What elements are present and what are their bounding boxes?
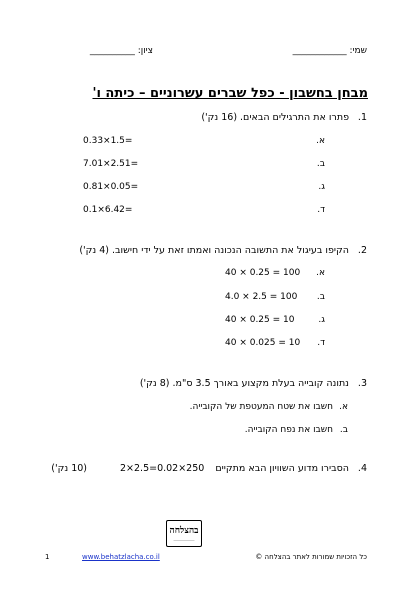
question-3-text: נתונה קובייה בעלת מקצוע באורך 3.5 ס"מ. (8 נק') <box>139 378 349 389</box>
question-4-equation: 2×2.5=0.02×250 <box>120 463 205 474</box>
q2-item-b-letter: ב. <box>316 292 325 302</box>
q2-item-b-expr: 4.0 × 2.5 = 100 <box>225 292 298 302</box>
question-3-number: 3. <box>357 378 367 389</box>
logo-underline: ――――――― <box>173 538 195 542</box>
logo-text: בהצלחה <box>169 526 199 536</box>
question-4-text: הסבירו מדוע השוויון הבא מתקיים <box>215 463 349 474</box>
page-number: 1 <box>45 553 50 561</box>
q1-item-c-expr: 0.81×0.05= <box>83 182 139 192</box>
q1-item-c-letter: ג. <box>318 182 325 192</box>
q1-item-d-expr: 0.1×6.42= <box>83 205 133 215</box>
question-4-points: (10 נק') <box>51 463 87 474</box>
q1-item-a-letter: א. <box>316 136 325 146</box>
q3-item-a-letter: א. <box>339 402 348 412</box>
q2-item-a-expr: 40 × 0.25 = 100 <box>225 268 301 278</box>
q2-item-d-expr: 40 × 0.025 = 10 <box>225 338 301 348</box>
question-2-number: 2. <box>357 245 367 256</box>
q3-item-b-text: חשבו את נפח הקובייה. <box>244 425 333 435</box>
name-field-label: שמי: ____________ <box>292 46 367 56</box>
copyright-notice: כל הזכויות שמורות לאתר בהצלחה © <box>255 553 367 561</box>
behatzlacha-logo <box>166 520 202 547</box>
question-1-number: 1. <box>357 112 367 123</box>
q1-item-b-expr: 7.01×2.51= <box>83 159 139 169</box>
q3-item-b-letter: ב. <box>339 425 348 435</box>
site-link[interactable]: www.behatzlacha.co.il <box>82 553 160 561</box>
q2-item-d-letter: ד. <box>317 338 325 348</box>
question-4-number: 4. <box>357 463 367 474</box>
q2-item-a-letter: א. <box>316 268 325 278</box>
grade-field-label: ציון: __________ <box>89 46 153 56</box>
page-title: מבחן בחשבון - כפל שברים עשרוניים – כיתה ו' <box>92 86 368 101</box>
q1-item-a-expr: 0.33×1.5= <box>83 136 133 146</box>
q2-item-c-expr: 40 × 0.25 = 10 <box>225 315 295 325</box>
q2-item-c-letter: ג. <box>318 315 325 325</box>
question-1-text: פתרו את התרגילים הבאים. (16 נק') <box>201 112 349 123</box>
question-2-text: הקיפו בעיגול את התשובה הנכונה ואמתו זאת על ידי חישוב. (4 נק') <box>79 245 349 256</box>
q1-item-d-letter: ד. <box>317 205 325 215</box>
q1-item-b-letter: ב. <box>316 159 325 169</box>
q3-item-a-text: חשבו את שטח המעטפת של הקובייה. <box>189 402 333 412</box>
